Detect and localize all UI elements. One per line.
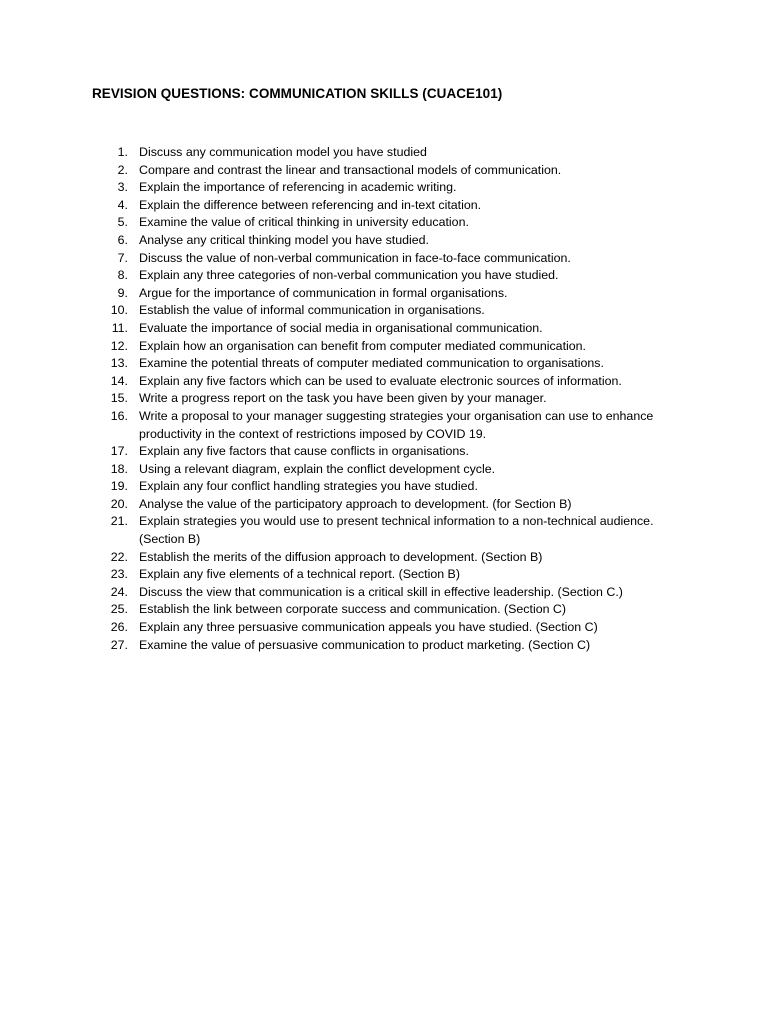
question-item	[0, 338, 659, 356]
question-number: 16.	[110, 408, 128, 423]
question-number: 23.	[110, 567, 128, 582]
question-number: 7.	[117, 250, 128, 265]
question-list	[0, 144, 768, 654]
question-number: 20.	[110, 496, 128, 511]
question-item	[0, 478, 659, 496]
question-text: Explain strategies you would use to present technical information to a non-technical audience. (Section B)	[139, 514, 654, 547]
question-text: Analyse the value of the participatory approach to development. (for Section B)	[139, 496, 572, 511]
question-text: Establish the link between corporate success and communication. (Section C)	[139, 602, 566, 617]
question-item	[0, 214, 659, 232]
question-item	[0, 601, 659, 619]
question-text: Explain the difference between referencing and in-text citation.	[139, 197, 482, 212]
question-item	[0, 232, 659, 250]
question-item	[0, 566, 659, 584]
question-item	[0, 461, 659, 479]
question-item	[0, 549, 659, 567]
document-title: REVISION QUESTIONS: COMMUNICATION SKILLS (CUACE101)	[92, 86, 503, 101]
question-item	[0, 373, 659, 391]
question-item	[0, 513, 659, 548]
question-text: Establish the merits of the diffusion approach to development. (Section B)	[139, 549, 543, 564]
question-text: Compare and contrast the linear and transactional models of communication.	[139, 162, 562, 177]
question-item	[0, 637, 659, 655]
question-text: Write a proposal to your manager suggesting strategies your organisation can use to enhance productivity in the context of restrictions imposed by COVID 19.	[139, 408, 654, 441]
question-item	[0, 302, 659, 320]
question-number: 3.	[117, 180, 128, 195]
question-text: Argue for the importance of communication in formal organisations.	[139, 285, 508, 300]
question-text: Write a progress report on the task you have been given by your manager.	[139, 391, 547, 406]
question-item	[0, 443, 659, 461]
question-item	[0, 355, 659, 373]
question-number: 14.	[110, 373, 128, 388]
question-number: 18.	[110, 461, 128, 476]
question-text: Using a relevant diagram, explain the conflict development cycle.	[139, 461, 496, 476]
question-number: 26.	[110, 620, 128, 635]
question-number: 11.	[111, 320, 128, 335]
question-number: 1.	[117, 145, 128, 159]
question-item	[0, 285, 659, 303]
question-text: Explain any four conflict handling strategies you have studied.	[139, 479, 478, 494]
question-number: 5.	[117, 215, 128, 230]
question-number: 27.	[110, 637, 128, 652]
question-item	[0, 179, 659, 197]
question-number: 4.	[117, 197, 128, 212]
question-text: Explain any five elements of a technical report. (Section B)	[139, 567, 460, 582]
question-number: 22.	[110, 549, 128, 564]
question-text: Evaluate the importance of social media in organisational communication.	[139, 320, 543, 335]
question-item	[0, 250, 659, 268]
question-number: 19.	[110, 479, 128, 494]
question-text: Discuss the value of non-verbal communication in face-to-face communication.	[139, 250, 571, 265]
question-text: Explain any five factors which can be used to evaluate electronic sources of information.	[139, 373, 622, 388]
question-number: 25.	[110, 602, 128, 617]
question-text: Explain any three persuasive communication appeals you have studied. (Section C)	[139, 620, 598, 635]
question-text: Explain how an organisation can benefit from computer mediated communication.	[139, 338, 586, 353]
question-text: Explain any three categories of non-verbal communication you have studied.	[139, 268, 559, 283]
question-number: 8.	[117, 268, 128, 283]
question-text: Examine the value of persuasive communication to product marketing. (Section C)	[139, 637, 591, 652]
question-number: 12.	[110, 338, 128, 353]
question-text: Explain any five factors that cause conflicts in organisations.	[139, 444, 469, 459]
question-text: Examine the value of critical thinking in university education.	[139, 215, 469, 230]
question-number: 6.	[117, 232, 128, 247]
question-text: Examine the potential threats of computer mediated communication to organisations.	[139, 356, 604, 371]
question-item	[0, 408, 659, 443]
question-number: 13.	[110, 356, 128, 371]
question-item	[0, 267, 659, 285]
question-item	[0, 197, 659, 215]
question-number: 15.	[110, 391, 128, 406]
question-text: Analyse any critical thinking model you have studied.	[139, 232, 429, 247]
question-number: 2.	[117, 162, 128, 177]
question-text: Discuss any communication model you have studied	[139, 145, 427, 159]
question-number: 21.	[110, 514, 128, 529]
question-item	[0, 320, 659, 338]
question-item	[0, 144, 659, 162]
question-item	[0, 584, 659, 602]
question-item	[0, 162, 659, 180]
question-number: 9.	[117, 285, 128, 300]
question-text: Establish the value of informal communication in organisations.	[139, 303, 485, 318]
question-number: 24.	[110, 584, 128, 599]
question-item	[0, 496, 659, 514]
question-number: 10.	[110, 303, 128, 318]
question-number: 17.	[110, 444, 128, 459]
question-text: Discuss the view that communication is a critical skill in effective leadership. (Section C.)	[139, 584, 623, 599]
question-item	[0, 390, 659, 408]
question-text: Explain the importance of referencing in academic writing.	[139, 180, 457, 195]
question-item	[0, 619, 659, 637]
